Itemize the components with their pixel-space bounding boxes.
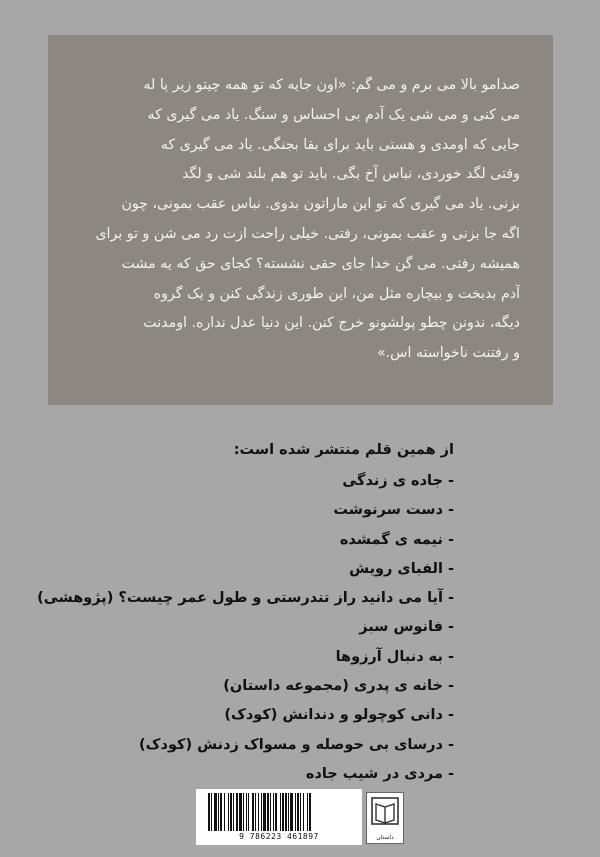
list-item: - فانوس سبز	[359, 619, 454, 636]
excerpt-line: می کنی و می شی یک آدم بی احساس و سنگ. یاد می گیری که	[147, 106, 520, 123]
excerpt-box	[48, 35, 553, 405]
publisher-logo	[366, 792, 404, 844]
excerpt-line: وقتی لگد خوردی، نباس آخ بگی. باید تو هم بلند شی و لگد	[182, 166, 520, 183]
list-item: - جاده ی زندگی	[342, 473, 454, 489]
other-works-list	[37, 467, 454, 789]
excerpt-line: آدم بدبخت و بیچاره مثل من، این طوری زندگی کنن و یک گروه	[153, 285, 520, 302]
list-item: - دانی کوچولو و دندانش (کودک)	[224, 707, 454, 724]
excerpt-line: جایی که اومدی و هستی باید برای بقا بجنگی. یاد می گیری که	[160, 136, 520, 153]
other-works-section	[37, 439, 454, 789]
list-item: - خانه ی پدری (مجموعه داستان)	[223, 678, 454, 695]
excerpt-text	[80, 71, 520, 369]
list-item: - الفبای رویش	[349, 560, 454, 577]
excerpt-line: بزنی. یاد می گیری که تو این ماراتون بدوی. نباس عقب بمونی، چون	[121, 196, 520, 213]
barcode-icon	[206, 793, 352, 831]
list-item: - درسای بی حوصله و مسواک زدنش (کودک)	[139, 736, 454, 753]
excerpt-line: همیشه رفتی. می گن خدا جای حقی نشسته؟ کجای حق که یه مشت	[121, 255, 520, 272]
excerpt-line: اگه جا بزنی و عقب بمونی، رفتی. خیلی راحت ازت رد می شن و تو برای	[95, 225, 520, 242]
list-item: - آیا می دانید راز تندرستی و طول عمر چیست؟ (پژوهشی)	[37, 590, 454, 607]
list-item: - نیمه ی گمشده	[339, 531, 454, 548]
isbn-barcode	[196, 789, 362, 845]
excerpt-line: دیگه، ندونن چطو پولشونو خرج کنن. این دنیا عدل نداره. اومدنت	[143, 315, 520, 332]
barcode-number: 9 786223 461897	[239, 832, 319, 841]
list-item: - مردی در شیب جاده	[305, 765, 454, 782]
excerpt-line: صدامو بالا می برم و می گم: «اون جایه که تو همه چیتو زیر پا له	[143, 77, 520, 93]
list-item: - دست سرنوشت	[333, 502, 454, 519]
publisher-name: داستان	[376, 834, 394, 841]
excerpt-line: و رفتنت ناخواسته اس.»	[376, 345, 520, 362]
other-works-heading: از همین قلم منتشر شده است:	[233, 442, 454, 458]
list-item: - به دنبال آرزوها	[335, 648, 454, 665]
book-icon	[370, 796, 400, 832]
